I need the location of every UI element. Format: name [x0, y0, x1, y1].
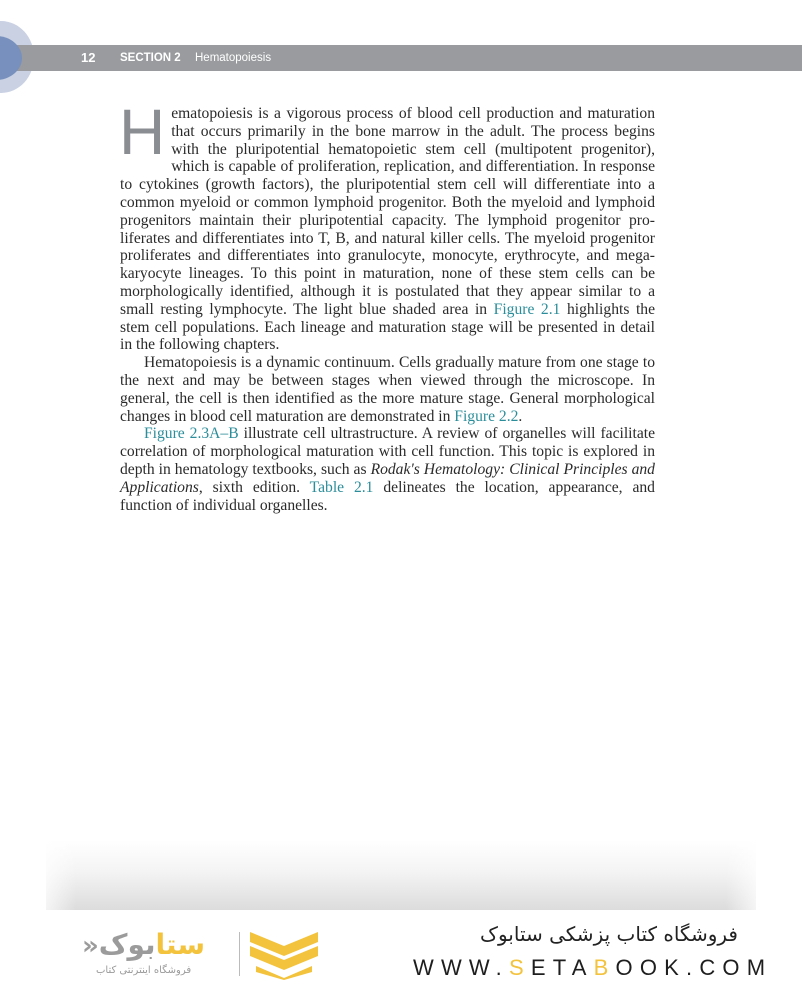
setabook-chevron-logo-icon [250, 932, 318, 985]
persian-tagline: فروشگاه کتاب پزشکی ستابوک [480, 922, 738, 946]
book-title: Rodak's Hematology: Clinical Principles and Applications [120, 460, 655, 496]
logo-divider [239, 932, 240, 976]
site-url[interactable]: WWW.SETABOOK.COM [413, 955, 773, 980]
page-number: 12 [81, 50, 96, 65]
section-label: SECTION 2 [120, 52, 181, 64]
setabook-logo-wordmark: ستابوک« [82, 928, 206, 961]
section-title: Hematopoiesis [195, 52, 272, 64]
figure-2-3-link[interactable]: Figure 2.3A–B [144, 425, 239, 443]
paragraph-2: Hematopoiesis is a dynamic continuum. Cells gradually mature from one stage to the next and may be between stages when viewed through the microscope. In general, the cell is then identified as the more mature stage. General morphological changes in blood cell maturation are demonstrated in Figure 2.2. [120, 354, 655, 425]
setabook-banner[interactable] [0, 910, 802, 989]
body-text [119, 96, 656, 514]
paragraph-1: Hematopoiesis is a vigorous process of blood cell production and maturation that occurs primarily in the bone marrow in the adult. The process begins with the pluripotential hematopoietic stem cell (multipotent progenitor), which is capable of proliferation, replication, and differentiation. In response to cytokines (growth factors), the pluripotential stem cell will differentiate into a common myeloid or common lymphoid progenitor. Both the myeloid and lymphoid progenitors maintain their pluripotential capacity. The lymphoid progenitor proliferates and differentiates into T, B, and natural killer cells. The myeloid progenitor proliferates and differentiates into granulocyte, monocyte, erythrocyte, and megakaryocyte lineages. To this point in maturation, none of these stem cells can be morphologically identified, although it is postulated that they appear similar to a small resting lymphocyte. The light blue shaded area in Figure 2.1 highlights the stem cell populations. Each lineage and maturation stage will be presented in detail in the following chapters. [119, 96, 656, 354]
double-chevron-icon: « [82, 931, 99, 961]
logo-subtitle: فروشگاه اینترنتی کتاب [96, 965, 192, 976]
table-2-1-link[interactable]: Table 2.1 [309, 478, 374, 496]
drop-cap: H [119, 96, 166, 168]
figure-2-2-link[interactable]: Figure 2.2 [454, 407, 519, 425]
page-bottom-shadow [46, 840, 756, 910]
paragraph-3: Figure 2.3A–B illustrate cell ultrastructure. A review of organelles will facilitate correlation of morphological maturation with cell function. This topic is explored in depth in hematology textbooks, such as Rodak's Hematology: Clinical Principles and Applications, sixth edition. Table 2.1 delineates the location, appearance, and function of individual organelles. [120, 425, 655, 514]
figure-2-1-link[interactable]: Figure 2.1 [493, 300, 561, 318]
